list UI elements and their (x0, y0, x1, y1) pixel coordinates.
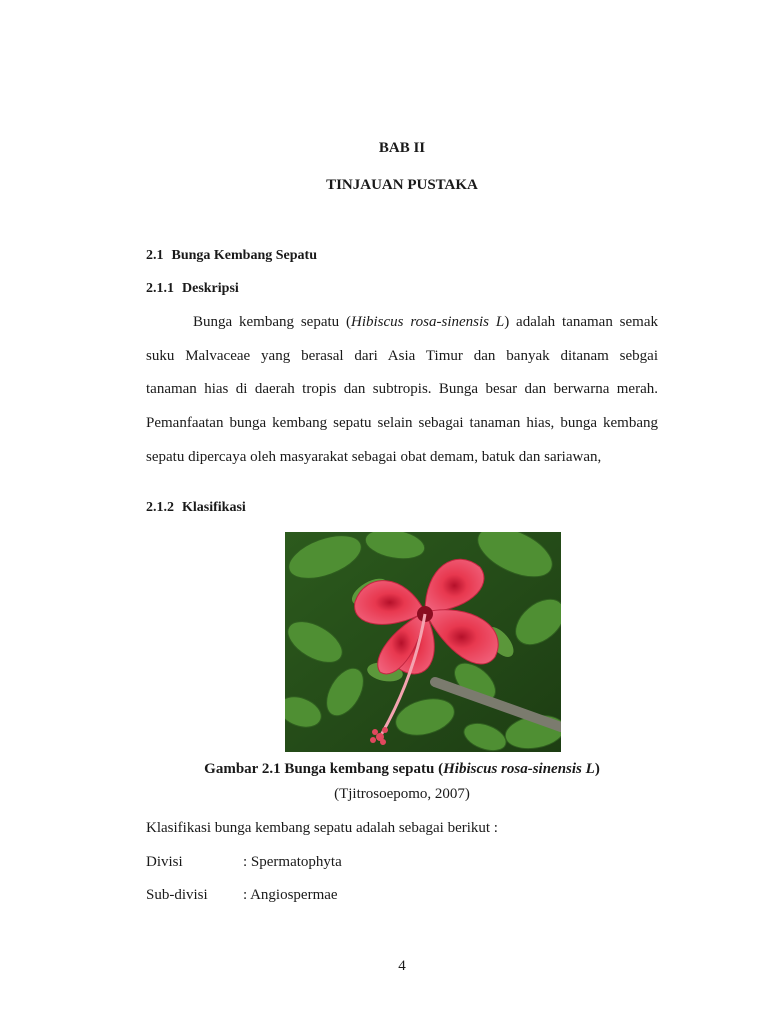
paragraph-line-5: sepatu dipercaya oleh masyarakat sebagai obat demam, batuk dan sariawan, (146, 449, 602, 465)
subsection-number: 2.1.2 (146, 500, 174, 515)
hibiscus-photo (285, 532, 561, 752)
section-heading (146, 247, 317, 265)
figure-caption (0, 760, 768, 778)
subsection-title: Klasifikasi (182, 500, 246, 515)
chapter-heading: BAB II (378, 140, 426, 156)
chapter-title: TINJAUAN PUSTAKA (326, 177, 478, 193)
section-number: 2.1 (146, 248, 164, 263)
paragraph-line-4: Pemanfaatan bunga kembang sepatu selain sebagai tanaman hias, bunga kembang (146, 415, 658, 431)
caption-text: Gambar 2.1 Bunga kembang sepatu ( (204, 761, 444, 777)
subsection-title: Deskripsi (182, 281, 239, 296)
section-title: Bunga Kembang Sepatu (171, 248, 317, 263)
text-run: ) adalah tanaman semak (504, 314, 659, 330)
paragraph-line-3: tanaman hias di daerah tropis dan subtropis. Bunga besar dan berwarna merah. (146, 381, 658, 397)
paragraph-line-2: suku Malvaceae yang berasal dari Asia Timur dan banyak ditanam sebgai (146, 348, 658, 364)
classification-intro: Klasifikasi bunga kembang sepatu adalah sebagai berikut : (146, 820, 498, 836)
classification-rank: Divisi (146, 854, 183, 870)
classification-value: : Spermatophyta (243, 854, 342, 870)
caption-scientific-name: Hibiscus rosa-sinensis L (443, 761, 595, 777)
subsection-number: 2.1.1 (146, 281, 174, 296)
paragraph-line-1 (193, 313, 658, 331)
caption-text: ) (594, 761, 600, 777)
classification-rank: Sub-divisi (146, 887, 208, 903)
text-run: Bunga kembang sepatu ( (193, 314, 352, 330)
classification-value: : Angiospermae (243, 887, 338, 903)
scientific-name: Hibiscus rosa-sinensis L (351, 314, 505, 330)
subsection-heading-klasifikasi (146, 499, 246, 517)
figure-source: (Tjitrosoepomo, 2007) (334, 786, 470, 802)
page-number: 4 (398, 958, 406, 974)
subsection-heading-deskripsi (146, 280, 239, 298)
